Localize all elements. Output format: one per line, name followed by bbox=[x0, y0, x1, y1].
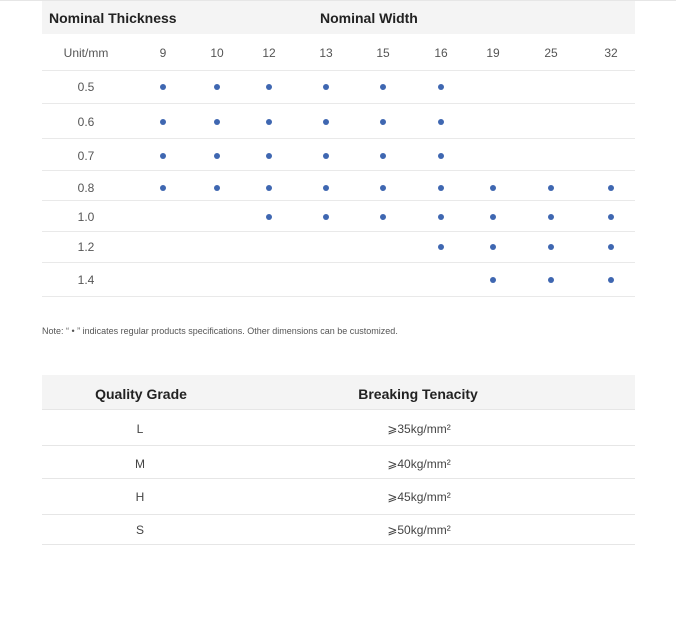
availability-dot bbox=[438, 84, 444, 90]
quality-grade-header: Quality Grade bbox=[95, 386, 187, 402]
row-divider bbox=[42, 103, 635, 104]
nominal-width-header: Nominal Width bbox=[320, 10, 418, 26]
breaking-tenacity-value: ⩾40kg/mm² bbox=[387, 457, 451, 471]
availability-dot bbox=[160, 119, 166, 125]
width-column-header: 12 bbox=[262, 46, 276, 60]
availability-dot bbox=[380, 214, 386, 220]
row-divider bbox=[42, 170, 635, 171]
thickness-value: 0.7 bbox=[77, 149, 95, 163]
availability-dot bbox=[548, 185, 554, 191]
row-divider bbox=[42, 70, 635, 71]
grade-table-header bbox=[42, 375, 635, 409]
thickness-value: 1.0 bbox=[77, 210, 95, 224]
availability-dot bbox=[266, 185, 272, 191]
availability-dot bbox=[608, 214, 614, 220]
availability-dot bbox=[608, 185, 614, 191]
grade-row-divider bbox=[42, 478, 635, 479]
availability-dot bbox=[266, 153, 272, 159]
row-divider bbox=[42, 296, 635, 297]
availability-dot bbox=[490, 277, 496, 283]
width-column-header: 19 bbox=[486, 46, 500, 60]
availability-dot bbox=[214, 119, 220, 125]
nominal-thickness-header: Nominal Thickness bbox=[49, 10, 177, 26]
availability-dot bbox=[438, 119, 444, 125]
availability-dot bbox=[490, 214, 496, 220]
specification-note: Note: “ • ” indicates regular products specifications. Other dimensions can be customized. bbox=[42, 326, 398, 336]
thickness-value: 1.2 bbox=[77, 240, 95, 254]
availability-dot bbox=[548, 214, 554, 220]
quality-grade-value: S bbox=[135, 523, 145, 537]
quality-grade-value: M bbox=[135, 457, 145, 471]
availability-dot bbox=[438, 185, 444, 191]
availability-dot bbox=[380, 185, 386, 191]
breaking-tenacity-value: ⩾35kg/mm² bbox=[387, 422, 451, 436]
availability-dot bbox=[214, 84, 220, 90]
width-column-header: 25 bbox=[544, 46, 558, 60]
thickness-value: 1.4 bbox=[77, 273, 95, 287]
availability-dot bbox=[266, 214, 272, 220]
width-column-header: 10 bbox=[210, 46, 224, 60]
availability-dot bbox=[548, 244, 554, 250]
row-divider bbox=[42, 231, 635, 232]
availability-dot bbox=[160, 185, 166, 191]
availability-dot bbox=[323, 153, 329, 159]
availability-dot bbox=[608, 277, 614, 283]
quality-grade-value: L bbox=[136, 422, 144, 436]
unit-label: Unit/mm bbox=[63, 46, 109, 60]
grade-row-divider bbox=[42, 445, 635, 446]
row-divider bbox=[42, 138, 635, 139]
availability-dot bbox=[266, 119, 272, 125]
availability-dot bbox=[214, 185, 220, 191]
availability-dot bbox=[160, 153, 166, 159]
availability-dot bbox=[438, 153, 444, 159]
breaking-tenacity-header: Breaking Tenacity bbox=[358, 386, 478, 402]
availability-dot bbox=[380, 84, 386, 90]
quality-grade-value: H bbox=[135, 490, 145, 504]
availability-dot bbox=[323, 84, 329, 90]
thickness-value: 0.5 bbox=[77, 80, 95, 94]
availability-dot bbox=[548, 277, 554, 283]
spec-table-header bbox=[42, 1, 635, 34]
availability-dot bbox=[160, 84, 166, 90]
width-column-header: 13 bbox=[319, 46, 333, 60]
availability-dot bbox=[214, 153, 220, 159]
grade-row-divider bbox=[42, 514, 635, 515]
width-column-header: 15 bbox=[376, 46, 390, 60]
availability-dot bbox=[266, 84, 272, 90]
width-column-header: 32 bbox=[604, 46, 618, 60]
row-divider bbox=[42, 200, 635, 201]
availability-dot bbox=[380, 119, 386, 125]
breaking-tenacity-value: ⩾45kg/mm² bbox=[387, 490, 451, 504]
width-column-header: 16 bbox=[434, 46, 448, 60]
row-divider bbox=[42, 262, 635, 263]
availability-dot bbox=[323, 119, 329, 125]
availability-dot bbox=[323, 185, 329, 191]
grade-row-divider bbox=[42, 544, 635, 545]
availability-dot bbox=[438, 244, 444, 250]
availability-dot bbox=[490, 244, 496, 250]
grade-row-divider bbox=[42, 409, 635, 410]
availability-dot bbox=[438, 214, 444, 220]
availability-dot bbox=[323, 214, 329, 220]
width-column-header: 9 bbox=[159, 46, 167, 60]
availability-dot bbox=[608, 244, 614, 250]
availability-dot bbox=[490, 185, 496, 191]
availability-dot bbox=[380, 153, 386, 159]
breaking-tenacity-value: ⩾50kg/mm² bbox=[387, 523, 451, 537]
thickness-value: 0.6 bbox=[77, 115, 95, 129]
thickness-value: 0.8 bbox=[77, 181, 95, 195]
